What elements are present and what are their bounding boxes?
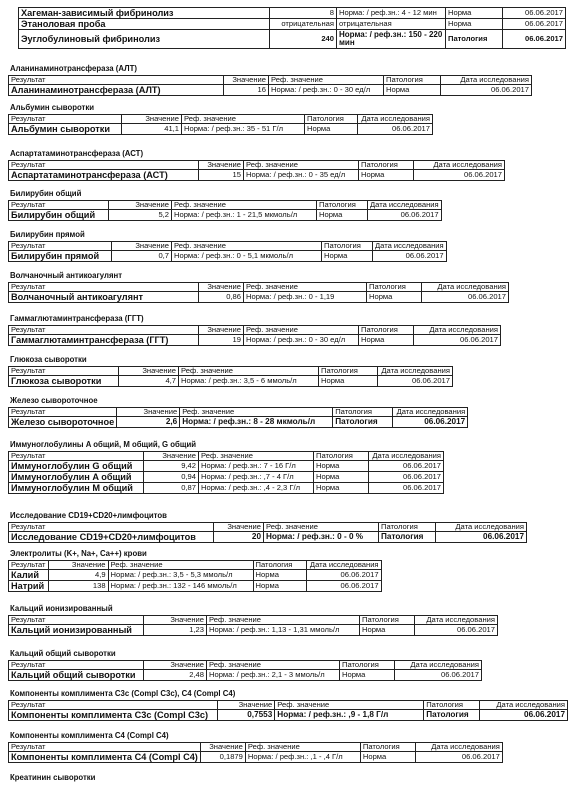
test-name: Глюкоза сыворотки bbox=[9, 376, 119, 387]
table-row bbox=[9, 376, 453, 387]
status: Норма bbox=[340, 670, 395, 681]
result-table bbox=[8, 160, 505, 181]
header-status: Патология bbox=[317, 201, 368, 210]
table-row bbox=[19, 30, 566, 49]
top-results-table bbox=[18, 7, 566, 49]
header-value: Значение bbox=[117, 408, 180, 417]
table-header-row bbox=[9, 616, 498, 625]
table-row bbox=[9, 85, 532, 96]
table-row bbox=[9, 335, 501, 346]
header-date: Дата исследования bbox=[479, 701, 567, 710]
section-title: Аспартатаминотрансфераза (АСТ) bbox=[10, 149, 144, 158]
section-title: Волчаночный антикоагулянт bbox=[10, 271, 123, 280]
header-date: Дата исследования bbox=[415, 743, 502, 752]
result-table bbox=[8, 615, 498, 636]
result-table bbox=[8, 522, 527, 543]
ref-value: Норма: / реф.зн.: 8 - 28 мкмоль/л bbox=[180, 417, 333, 428]
header-date: Дата исследования bbox=[414, 326, 501, 335]
test-name: Кальций ионизированный bbox=[9, 625, 144, 636]
date: 06.06.2017 bbox=[441, 85, 532, 96]
result-table bbox=[8, 114, 433, 135]
date: 06.06.2017 bbox=[414, 170, 505, 181]
status: Норма bbox=[384, 85, 441, 96]
date: 06.06.2017 bbox=[373, 251, 447, 262]
status: Патология bbox=[446, 30, 503, 49]
header-value: Значение bbox=[199, 283, 244, 292]
test-value: 16 bbox=[224, 85, 269, 96]
date: 06.06.2017 bbox=[415, 752, 502, 763]
test-value: 0,86 bbox=[199, 292, 244, 303]
header-date: Дата исследования bbox=[393, 408, 468, 417]
test-value: 0,94 bbox=[144, 472, 199, 483]
header-date: Дата исследования bbox=[368, 201, 442, 210]
table-header-row bbox=[9, 743, 503, 752]
ref-value: Норма: / реф.зн.: 0 - 30 ед/л bbox=[269, 85, 384, 96]
date: 06.06.2017 bbox=[369, 461, 444, 472]
ref-value: Норма: / реф.зн.: 3,5 - 6 ммоль/л bbox=[179, 376, 319, 387]
section-title: Аланинаминотрансфераза (АЛТ) bbox=[10, 64, 137, 73]
test-value: 240 bbox=[270, 30, 337, 49]
status: Норма bbox=[253, 581, 306, 592]
test-name: Исследование CD19+CD20+лимфоцитов bbox=[9, 532, 214, 543]
table-header-row bbox=[9, 115, 433, 124]
ref-value: отрицательная bbox=[337, 19, 446, 30]
section-title: Глюкоза сыворотки bbox=[10, 355, 87, 364]
header-value: Значение bbox=[144, 661, 207, 670]
date: 06.06.2017 bbox=[503, 30, 566, 49]
test-value: 0,1879 bbox=[200, 752, 245, 763]
header-value: Значение bbox=[199, 326, 244, 335]
test-name: Компоненты комплимента C4 (Compl C4) bbox=[9, 752, 201, 763]
status: Норма bbox=[446, 8, 503, 19]
date: 06.06.2017 bbox=[415, 625, 498, 636]
table-header-row bbox=[9, 452, 444, 461]
table-row bbox=[19, 19, 566, 30]
section-title: Билирубин прямой bbox=[10, 230, 85, 239]
test-name: Билирубин прямой bbox=[9, 251, 112, 262]
result-table bbox=[8, 742, 503, 763]
header-result: Результат bbox=[9, 201, 109, 210]
header-date: Дата исследования bbox=[422, 283, 509, 292]
header-value: Значение bbox=[144, 452, 199, 461]
ref-value: Норма: / реф.зн.: ,9 - 1,8 Г/л bbox=[275, 710, 424, 721]
status: Патология bbox=[379, 532, 436, 543]
test-value: 41,1 bbox=[122, 124, 182, 135]
header-status: Патология bbox=[424, 701, 480, 710]
header-status: Патология bbox=[384, 76, 441, 85]
test-name: Иммуноглобулин G общий bbox=[9, 461, 144, 472]
test-value: 15 bbox=[199, 170, 244, 181]
table-row bbox=[9, 625, 498, 636]
header-result: Результат bbox=[9, 616, 144, 625]
section-title: Гаммаглютаминтрансфераза (ГГТ) bbox=[10, 314, 144, 323]
ref-value: Норма: / реф.зн.: 1 - 21,5 мкмоль/л bbox=[172, 210, 317, 221]
table-header-row bbox=[9, 661, 482, 670]
test-value: 2,48 bbox=[144, 670, 207, 681]
status: Норма bbox=[322, 251, 373, 262]
table-row bbox=[9, 292, 509, 303]
header-result: Результат bbox=[9, 283, 199, 292]
table-header-row bbox=[9, 561, 382, 570]
header-result: Результат bbox=[9, 701, 218, 710]
test-value: 4,7 bbox=[119, 376, 179, 387]
header-ref: Реф. значение bbox=[264, 523, 379, 532]
header-ref: Реф. значение bbox=[207, 616, 360, 625]
header-status: Патология bbox=[359, 326, 414, 335]
section-title: Кальций общий сыворотки bbox=[10, 649, 116, 658]
header-ref: Реф. значение bbox=[199, 452, 314, 461]
ref-value: Норма: / реф.зн.: 4 - 12 мин bbox=[337, 8, 446, 19]
status: Норма bbox=[360, 625, 415, 636]
status: Норма bbox=[314, 472, 369, 483]
table-header-row bbox=[9, 242, 447, 251]
date: 06.06.2017 bbox=[503, 19, 566, 30]
header-value: Значение bbox=[112, 242, 172, 251]
status: Норма bbox=[360, 752, 415, 763]
test-name: Калий bbox=[9, 570, 49, 581]
status: Норма bbox=[359, 335, 414, 346]
header-date: Дата исследования bbox=[415, 616, 498, 625]
test-name: Гаммаглютаминтрансфераза (ГГТ) bbox=[9, 335, 199, 346]
ref-value: Норма: / реф.зн.: 35 - 51 Г/л bbox=[182, 124, 305, 135]
header-result: Результат bbox=[9, 161, 199, 170]
table-row bbox=[9, 670, 482, 681]
ref-value: Норма: / реф.зн.: 1,13 - 1,31 ммоль/л bbox=[207, 625, 360, 636]
table-header-row bbox=[9, 523, 527, 532]
result-table bbox=[8, 660, 482, 681]
section-title: Билирубин общий bbox=[10, 189, 82, 198]
header-result: Результат bbox=[9, 743, 201, 752]
header-ref: Реф. значение bbox=[172, 242, 322, 251]
ref-value: Норма: / реф.зн.: ,7 - 4 Г/л bbox=[199, 472, 314, 483]
header-status: Патология bbox=[340, 661, 395, 670]
table-row bbox=[9, 170, 505, 181]
status: Норма bbox=[253, 570, 306, 581]
header-value: Значение bbox=[214, 523, 264, 532]
test-value: 9,42 bbox=[144, 461, 199, 472]
header-ref: Реф. значение bbox=[244, 161, 359, 170]
test-name: Кальций общий сыворотки bbox=[9, 670, 144, 681]
date: 06.06.2017 bbox=[369, 472, 444, 483]
header-result: Результат bbox=[9, 115, 122, 124]
section-title: Исследование CD19+CD20+лимфоцитов bbox=[10, 511, 167, 520]
result-table bbox=[8, 407, 468, 428]
table-row bbox=[19, 8, 566, 19]
header-value: Значение bbox=[224, 76, 269, 85]
table-row bbox=[9, 417, 468, 428]
result-table bbox=[8, 200, 442, 221]
table-header-row bbox=[9, 326, 501, 335]
section-title: Альбумин сыворотки bbox=[10, 103, 95, 112]
result-table bbox=[8, 325, 501, 346]
test-name: Билирубин общий bbox=[9, 210, 109, 221]
ref-value: Норма: / реф.зн.: 2,1 - 3 ммоль/л bbox=[207, 670, 340, 681]
section-title-creatinine: Креатинин сыворотки bbox=[10, 773, 96, 782]
table-row bbox=[9, 710, 568, 721]
ref-value: Норма: / реф.зн.: 0 - 1,19 bbox=[244, 292, 367, 303]
test-name: Иммуноглобулин M общий bbox=[9, 483, 144, 494]
test-name: Аланинаминотрансфераза (АЛТ) bbox=[9, 85, 224, 96]
ref-value: Норма: / реф.зн.: ,4 - 2,3 Г/л bbox=[199, 483, 314, 494]
header-result: Результат bbox=[9, 523, 214, 532]
header-ref: Реф. значение bbox=[275, 701, 424, 710]
test-value: 2,6 bbox=[117, 417, 180, 428]
test-value: 0,87 bbox=[144, 483, 199, 494]
header-date: Дата исследования bbox=[369, 452, 444, 461]
test-name: Натрий bbox=[9, 581, 49, 592]
test-name: Волчаночный антикоагулянт bbox=[9, 292, 199, 303]
test-name: Хагеман-зависимый фибринолиз bbox=[19, 8, 270, 19]
table-row bbox=[9, 570, 382, 581]
status: Норма bbox=[305, 124, 358, 135]
header-result: Результат bbox=[9, 242, 112, 251]
header-ref: Реф. значение bbox=[244, 283, 367, 292]
date: 06.06.2017 bbox=[368, 210, 442, 221]
table-header-row bbox=[9, 367, 453, 376]
header-value: Значение bbox=[217, 701, 275, 710]
section-title: Железо сывороточное bbox=[10, 396, 98, 405]
header-ref: Реф. значение bbox=[269, 76, 384, 85]
status: Норма bbox=[359, 170, 414, 181]
table-header-row bbox=[9, 161, 505, 170]
ref-value: Норма: / реф.зн.: 150 - 220 мин bbox=[337, 30, 446, 49]
date: 06.06.2017 bbox=[369, 483, 444, 494]
test-value: 19 bbox=[199, 335, 244, 346]
test-name: Компоненты комплимента C3c (Compl C3c) bbox=[9, 710, 218, 721]
header-status: Патология bbox=[379, 523, 436, 532]
test-name: Этаноловая проба bbox=[19, 19, 270, 30]
status: Норма bbox=[319, 376, 378, 387]
header-value: Значение bbox=[199, 161, 244, 170]
date: 06.06.2017 bbox=[395, 670, 482, 681]
header-status: Патология bbox=[305, 115, 358, 124]
date: 06.06.2017 bbox=[414, 335, 501, 346]
header-status: Патология bbox=[367, 283, 422, 292]
header-value: Значение bbox=[144, 616, 207, 625]
header-ref: Реф. значение bbox=[172, 201, 317, 210]
test-value: 4,9 bbox=[48, 570, 108, 581]
result-table bbox=[8, 451, 444, 494]
header-date: Дата исследования bbox=[358, 115, 433, 124]
table-row bbox=[9, 581, 382, 592]
status: Норма bbox=[446, 19, 503, 30]
ref-value: Норма: / реф.зн.: 132 - 146 ммоль/л bbox=[108, 581, 253, 592]
header-value: Значение bbox=[109, 201, 172, 210]
date: 06.06.2017 bbox=[393, 417, 468, 428]
header-date: Дата исследования bbox=[395, 661, 482, 670]
ref-value: Норма: / реф.зн.: 7 - 16 Г/л bbox=[199, 461, 314, 472]
section-title: Электролиты (K+, Na+, Ca++) крови bbox=[10, 549, 147, 558]
header-result: Результат bbox=[9, 661, 144, 670]
result-table bbox=[8, 241, 447, 262]
header-status: Патология bbox=[360, 616, 415, 625]
header-result: Результат bbox=[9, 367, 119, 376]
test-value: 0,7 bbox=[112, 251, 172, 262]
section-title: Компоненты комплимента C4 (Compl C4) bbox=[10, 731, 169, 740]
date: 06.06.2017 bbox=[436, 532, 527, 543]
header-result: Результат bbox=[9, 326, 199, 335]
header-result: Результат bbox=[9, 452, 144, 461]
ref-value: Норма: / реф.зн.: ,1 - ,4 Г/л bbox=[245, 752, 360, 763]
result-table bbox=[8, 282, 509, 303]
status: Патология bbox=[333, 417, 393, 428]
header-date: Дата исследования bbox=[378, 367, 453, 376]
header-status: Патология bbox=[333, 408, 393, 417]
header-ref: Реф. значение bbox=[180, 408, 333, 417]
header-ref: Реф. значение bbox=[108, 561, 253, 570]
header-ref: Реф. значение bbox=[245, 743, 360, 752]
table-row bbox=[9, 483, 444, 494]
status: Патология bbox=[424, 710, 480, 721]
header-ref: Реф. значение bbox=[207, 661, 340, 670]
test-value: 8 bbox=[270, 8, 337, 19]
test-name: Железо сывороточное bbox=[9, 417, 117, 428]
status: Норма bbox=[317, 210, 368, 221]
test-name: Альбумин сыворотки bbox=[9, 124, 122, 135]
table-row bbox=[9, 210, 442, 221]
table-header-row bbox=[9, 76, 532, 85]
header-value: Значение bbox=[200, 743, 245, 752]
test-name: Эуглобулиновый фибринолиз bbox=[19, 30, 270, 49]
header-status: Патология bbox=[360, 743, 415, 752]
table-header-row bbox=[9, 201, 442, 210]
header-date: Дата исследования bbox=[414, 161, 505, 170]
header-ref: Реф. значение bbox=[179, 367, 319, 376]
table-row bbox=[9, 124, 433, 135]
header-result: Результат bbox=[9, 76, 224, 85]
result-table bbox=[8, 560, 382, 592]
ref-value: Норма: / реф.зн.: 3,5 - 5,3 ммоль/л bbox=[108, 570, 253, 581]
ref-value: Норма: / реф.зн.: 0 - 0 % bbox=[264, 532, 379, 543]
header-date: Дата исследования bbox=[441, 76, 532, 85]
header-status: Патология bbox=[319, 367, 378, 376]
header-result: Результат bbox=[9, 408, 117, 417]
header-ref: Реф. значение bbox=[244, 326, 359, 335]
header-value: Значение bbox=[122, 115, 182, 124]
date: 06.06.2017 bbox=[306, 570, 381, 581]
result-table bbox=[8, 700, 568, 721]
header-status: Патология bbox=[359, 161, 414, 170]
status: Норма bbox=[367, 292, 422, 303]
test-value: отрицательная bbox=[270, 19, 337, 30]
test-value: 20 bbox=[214, 532, 264, 543]
date: 06.06.2017 bbox=[503, 8, 566, 19]
header-date: Дата исследования bbox=[373, 242, 447, 251]
date: 06.06.2017 bbox=[306, 581, 381, 592]
table-row bbox=[9, 461, 444, 472]
table-row bbox=[9, 251, 447, 262]
header-status: Патология bbox=[314, 452, 369, 461]
header-status: Патология bbox=[322, 242, 373, 251]
status: Норма bbox=[314, 461, 369, 472]
date: 06.06.2017 bbox=[422, 292, 509, 303]
header-result: Результат bbox=[9, 561, 49, 570]
table-header-row bbox=[9, 408, 468, 417]
result-table bbox=[8, 366, 453, 387]
test-name: Аспартатаминотрансфераза (АСТ) bbox=[9, 170, 199, 181]
section-title: Иммуноглобулины A общий, M общий, G общий bbox=[10, 440, 197, 449]
ref-value: Норма: / реф.зн.: 0 - 30 ед/л bbox=[244, 335, 359, 346]
table-row bbox=[9, 532, 527, 543]
status: Норма bbox=[314, 483, 369, 494]
table-header-row bbox=[9, 701, 568, 710]
test-value: 5,2 bbox=[109, 210, 172, 221]
header-value: Значение bbox=[48, 561, 108, 570]
header-value: Значение bbox=[119, 367, 179, 376]
date: 06.06.2017 bbox=[378, 376, 453, 387]
test-name: Иммуноглобулин A общий bbox=[9, 472, 144, 483]
table-row bbox=[9, 752, 503, 763]
section-title: Компоненты комплимента C3c (Compl C3c), C4 (Compl C4) bbox=[10, 689, 236, 698]
header-status: Патология bbox=[253, 561, 306, 570]
section-title: Кальций ионизированный bbox=[10, 604, 113, 613]
table-header-row bbox=[9, 283, 509, 292]
test-value: 0,7553 bbox=[217, 710, 275, 721]
result-table bbox=[8, 75, 532, 96]
table-row bbox=[9, 472, 444, 483]
test-value: 1,23 bbox=[144, 625, 207, 636]
ref-value: Норма: / реф.зн.: 0 - 35 ед/л bbox=[244, 170, 359, 181]
header-ref: Реф. значение bbox=[182, 115, 305, 124]
header-date: Дата исследования bbox=[306, 561, 381, 570]
header-date: Дата исследования bbox=[436, 523, 527, 532]
test-value: 138 bbox=[48, 581, 108, 592]
date: 06.06.2017 bbox=[358, 124, 433, 135]
ref-value: Норма: / реф.зн.: 0 - 5,1 мкмоль/л bbox=[172, 251, 322, 262]
date: 06.06.2017 bbox=[479, 710, 567, 721]
